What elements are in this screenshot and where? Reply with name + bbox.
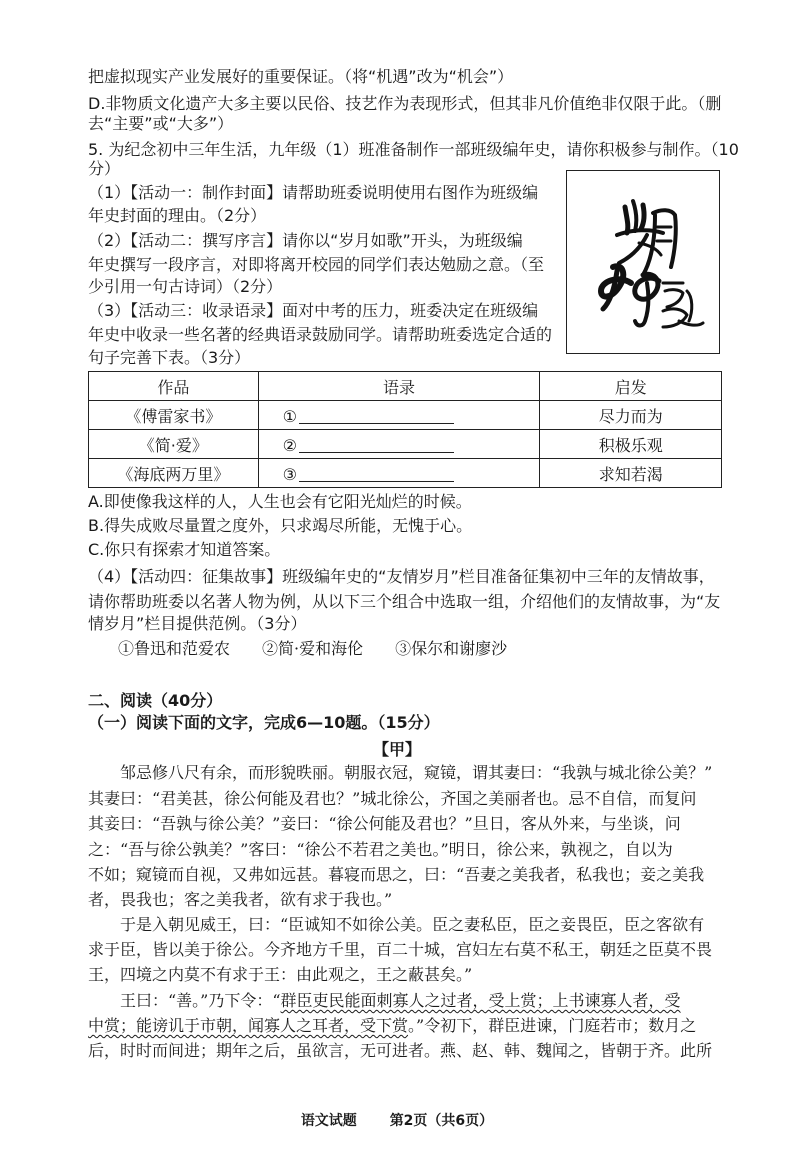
text-line: 情岁月”栏目提供范例。（3分）	[88, 614, 307, 633]
header-work: 作品	[89, 372, 259, 401]
header-quote: 语录	[258, 372, 540, 401]
passage-line: 王，四境之内莫不有求于王：由此观之，王之蔽甚矣。”	[88, 965, 473, 984]
passage-line	[88, 990, 681, 1012]
text-line: 把虚拟现实产业发展好的重要保证。（将“机遇”改为“机会”）	[88, 67, 514, 86]
option-b: B.得失成败尽量置之度外，只求竭尽所能，无愧于心。	[88, 516, 473, 535]
quote-blank-cell	[258, 430, 540, 459]
insight: 求知若渴	[540, 459, 722, 488]
text-line: 年史封面的理由。（2分）	[88, 206, 267, 225]
passage-text: 。”令初下，群臣进谏，门庭若市；数月之	[408, 1016, 697, 1035]
calligraphy-artwork	[567, 171, 718, 352]
blank-number: ①	[282, 406, 297, 426]
footer-subject: 语文试题	[300, 1113, 357, 1129]
passage-text: 王曰：“善。”乃下令：“	[88, 991, 281, 1010]
quote-blank-cell	[258, 401, 540, 430]
passage-line: 者，畏我也；客之美我者，欲有求于我也。”	[88, 890, 393, 909]
passage-line: 求于臣，皆以美于徐公。今齐地方千里，百二十城，宫妇左右莫不私王，朝廷之臣莫不畏	[88, 940, 713, 959]
table-row	[89, 459, 722, 488]
page-footer	[0, 1110, 794, 1130]
option-c: C.你只有探索才知道答案。	[88, 540, 281, 559]
passage-line: 其妻曰：“君美甚，徐公何能及君也？”城北徐公，齐国之美丽者也。忌不自信，而复问	[88, 789, 697, 808]
cover-image	[566, 170, 720, 354]
section-heading: 二、阅读（40分）	[88, 691, 223, 710]
insight: 尽力而为	[540, 401, 722, 430]
header-insight: 启发	[540, 372, 722, 401]
subsection-heading: （一）阅读下面的文字，完成6—10题。（15分）	[88, 713, 440, 732]
activity-1: （1）【活动一：制作封面】请帮助班委说明使用右图作为班级编	[88, 183, 539, 202]
combo-options: ①鲁迅和范爱农 ②简·爱和海伦 ③保尔和谢廖沙	[118, 639, 508, 658]
insight: 积极乐观	[540, 430, 722, 459]
activity-3: （3）【活动三：收录语录】面对中考的压力，班委决定在班级编	[88, 301, 539, 320]
activity-2: （2）【活动二：撰写序言】请你以“岁月如歌”开头，为班级编	[88, 231, 523, 250]
passage-line: 于是入朝见威王，曰：“臣诚知不如徐公美。臣之妻私臣，臣之妾畏臣，臣之客欲有	[88, 915, 705, 934]
work-title: 《傅雷家书》	[89, 401, 259, 430]
answer-blank[interactable]	[299, 463, 454, 482]
blank-number: ③	[282, 464, 297, 484]
text-line: 年史中收录一些名著的经典语录鼓励同学。请帮助班委选定合适的	[88, 325, 553, 344]
passage-line	[88, 1015, 696, 1037]
table-row	[89, 430, 722, 459]
table-row	[89, 401, 722, 430]
question-5: 5. 为纪念初中三年生活，九年级（1）班准备制作一部班级编年史，请你积极参与制作。（10	[88, 140, 739, 159]
text-line: D.非物质文化遗产大多主要以民俗、技艺作为表现形式，但其非凡价值绝非仅限于此。（删	[88, 94, 722, 113]
footer-page-number: 第2页（共6页）	[389, 1113, 494, 1129]
passage-line: 之：“吾与徐公孰美？”客曰：“徐公不若君之美也。”明日，徐公来，孰视之，自以为	[88, 840, 673, 859]
passage-label: 【甲】	[372, 740, 421, 759]
option-a: A.即使像我这样的人，人生也会有它阳光灿烂的时候。	[88, 492, 472, 511]
underlined-passage: 中赏；能谤讥于市朝，闻寡人之耳者，受下赏	[88, 1016, 409, 1035]
underlined-passage: 群臣吏民能面刺寡人之过者，受上赏；上书谏寡人者，受	[280, 991, 681, 1010]
passage-line: 邹忌修八尺有余，而形貌昳丽。朝服衣冠，窥镜，谓其妻曰：“我孰与城北徐公美？”	[88, 763, 713, 782]
text-line: 句子完善下表。（3分）	[88, 348, 251, 367]
activity-4: （4）【活动四：征集故事】班级编年史的“友情岁月”栏目准备征集初中三年的友情故事，	[88, 567, 715, 586]
text-line: 去“主要”或“大多”）	[88, 114, 234, 133]
passage-line: 其妾曰：“吾孰与徐公美？”妾曰：“徐公何能及君也？”旦日，客从外来，与坐谈，问	[88, 814, 681, 833]
answer-blank[interactable]	[299, 434, 454, 453]
answer-blank[interactable]	[299, 405, 454, 424]
passage-line: 后，时时而间进；期年之后，虽欲言，无可进者。燕、赵、韩、魏闻之，皆朝于齐。此所	[88, 1041, 713, 1060]
table-header-row	[89, 372, 722, 401]
work-title: 《简·爱》	[89, 430, 259, 459]
text-line: 少引用一句古诗词）（2分）	[88, 277, 283, 296]
blank-number: ②	[282, 435, 297, 455]
text-line: 年史撰写一段序言，对即将离开校园的同学们表达勉励之意。（至	[88, 255, 545, 274]
work-title: 《海底两万里》	[89, 459, 259, 488]
text-line: 请你帮助班委以名著人物为例，从以下三个组合中选取一组，介绍他们的友情故事，为“友	[88, 592, 721, 611]
passage-line: 不如；窥镜而自视，又弗如远甚。暮寝而思之，曰：“吾妻之美我者，私我也；妾之美我	[88, 865, 705, 884]
quote-table	[88, 371, 722, 488]
text-line: 分）	[88, 159, 121, 178]
quote-blank-cell	[258, 459, 540, 488]
